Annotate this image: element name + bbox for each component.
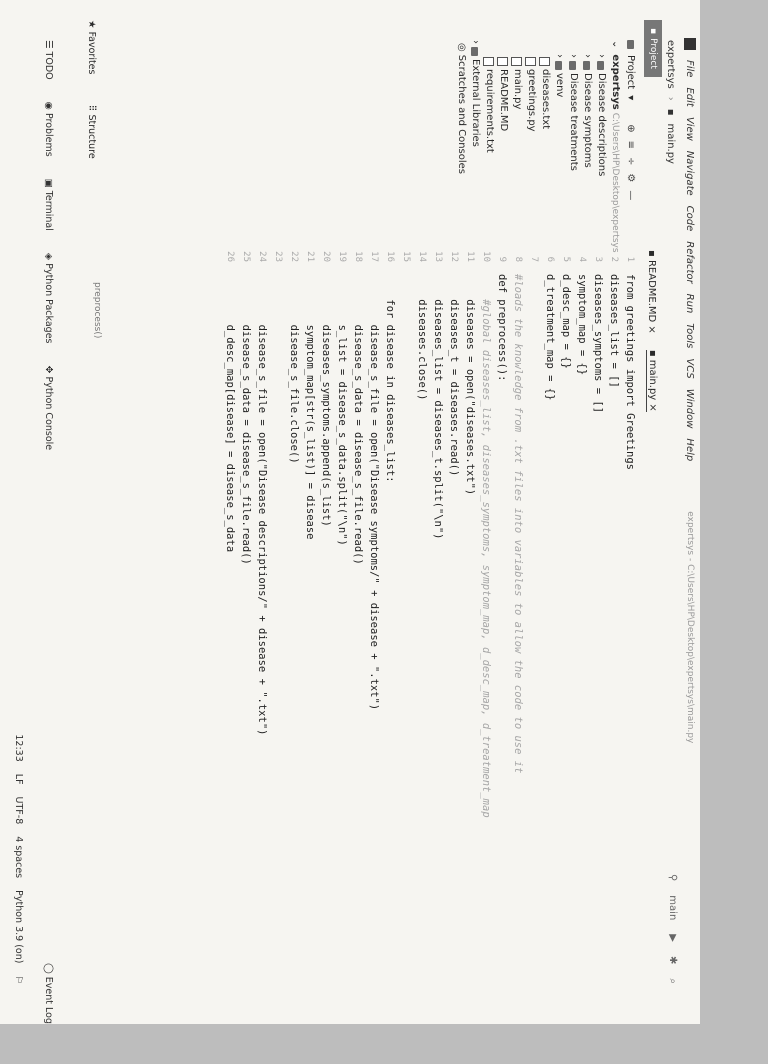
tree-item[interactable] [482, 40, 496, 240]
locate-icon[interactable]: ⊕ [625, 124, 637, 133]
code-line[interactable]: diseases = open("diseases.txt") [464, 274, 476, 496]
code-line[interactable]: disease_s_file = open("Disease descriptions/" + disease + ".txt") [256, 274, 268, 736]
tab-project[interactable] [644, 20, 662, 77]
left-side-tabs [82, 0, 102, 1044]
code-line[interactable]: for disease in diseases_list: [384, 274, 396, 483]
list-icon: ☰ [43, 40, 55, 52]
tree-item-label: Disease symptoms [582, 73, 593, 168]
line-number: 4 [577, 256, 587, 262]
file-icon [498, 57, 509, 66]
tree-root-path: C:\Users\HP\Desktop\expertsys [610, 112, 620, 253]
tree-item-label: Disease treatments [568, 73, 579, 171]
tree-item[interactable] [580, 40, 594, 240]
line-number: 16 [385, 251, 395, 262]
line-number-gutter [222, 240, 638, 262]
tool-window-bar [38, 0, 60, 1064]
file-icon [484, 57, 495, 66]
folder-icon [556, 61, 563, 70]
window-title: expertsys - C:\Users\HP\Desktop\expertsys\main.py [685, 511, 695, 744]
menu-view[interactable]: View [684, 116, 696, 141]
tab-main-py-label: main.py [647, 359, 658, 401]
code-line[interactable]: d_treatment_map = {} [544, 274, 556, 401]
folder-icon [628, 40, 635, 49]
close-icon[interactable]: × [646, 325, 658, 334]
line-number: 21 [305, 251, 315, 262]
code-line[interactable]: #global diseases_list, diseases_symptoms, symptom_map, d_desc_map, d_treatment_map [480, 274, 492, 818]
editor [102, 240, 662, 880]
editor-tabs [642, 240, 662, 880]
menu-file[interactable]: File [684, 60, 696, 78]
tree-item[interactable] [510, 40, 524, 240]
folder-icon: ▪ [648, 28, 658, 35]
tree-item-label: diseases.txt [540, 69, 551, 130]
line-number: 18 [353, 251, 363, 262]
close-icon[interactable]: × [647, 403, 658, 412]
chevron-down-icon: ⌄ [610, 40, 621, 49]
python-icon: ✥ [43, 365, 55, 377]
chevron-down-icon[interactable]: ▾ [625, 95, 637, 101]
line-number: 24 [257, 251, 267, 262]
tool-todo-label: TODO [43, 51, 55, 80]
tree-item-label: requirements.txt [484, 69, 495, 153]
line-number: 1 [625, 256, 635, 262]
star-icon: ★ [86, 20, 98, 29]
tab-readme-label: README.MD [646, 259, 658, 323]
scratch-icon: ◎ [456, 43, 467, 52]
chevron-right-icon: › [568, 54, 579, 58]
chevron-right-icon: › [470, 40, 481, 44]
tab-project-label: Project [648, 38, 658, 69]
package-icon: ◈ [43, 252, 55, 264]
tool-problems[interactable] [44, 102, 55, 157]
breadcrumb-project[interactable]: expertsys [665, 40, 677, 89]
chevron-right-icon: › [596, 54, 607, 58]
run-config-select[interactable]: main [667, 895, 678, 921]
code-line[interactable]: from greetings import Greetings [624, 274, 636, 470]
breadcrumb-file[interactable]: main.py [665, 123, 677, 164]
code-line[interactable] [270, 274, 286, 818]
code-line[interactable]: diseases_list = diseases_t.split("\n") [432, 274, 444, 540]
menu-vcs[interactable]: VCS [684, 358, 696, 379]
code-line[interactable]: diseases_symptoms.append(s_list) [320, 274, 332, 527]
tree-item[interactable] [594, 40, 608, 240]
line-number: 10 [481, 251, 491, 262]
tree-item[interactable] [454, 40, 468, 240]
chevron-right-icon: › [554, 54, 565, 58]
tab-structure-label: Structure [86, 114, 98, 159]
code-line[interactable]: disease_s_data = disease_s_file.read() [352, 274, 364, 565]
line-number: 7 [529, 256, 539, 262]
menu-help[interactable]: Help [684, 438, 696, 462]
folder-icon [598, 61, 605, 70]
menu-refactor[interactable]: Refactor [684, 241, 696, 284]
structure-icon: ⠿ [86, 104, 98, 112]
line-number: 22 [289, 251, 299, 262]
line-number: 5 [561, 256, 571, 262]
tool-terminal[interactable] [44, 179, 55, 231]
project-tools [626, 124, 637, 200]
line-number: 14 [417, 251, 427, 262]
line-number: 11 [465, 251, 475, 262]
line-number: 15 [401, 251, 411, 262]
tool-python-console[interactable] [44, 366, 55, 451]
line-number: 26 [225, 251, 235, 262]
python-interpreter[interactable]: Python 3.9 (on) [13, 890, 25, 964]
code-line[interactable]: diseases.close() [416, 274, 428, 401]
python-file-icon: ▪ [647, 349, 658, 357]
event-log-icon: ◯ [43, 963, 55, 977]
tree-item-label: main.py [512, 69, 523, 110]
file-python-icon: ▪ [665, 108, 677, 116]
code-line[interactable]: diseases_t = diseases.read() [448, 274, 460, 477]
project-panel-header [622, 40, 640, 240]
code-area[interactable] [222, 274, 638, 818]
tree-item-label: Scratches and Consoles [456, 54, 467, 175]
folder-icon [570, 61, 577, 70]
tool-problems-label: Problems [43, 112, 55, 157]
code-line[interactable]: disease_s_file.close() [288, 274, 300, 464]
folder-icon [584, 61, 591, 70]
code-line[interactable]: disease_s_file = open("Disease symptoms/" + disease + ".txt") [368, 274, 380, 711]
tab-favorites[interactable] [87, 20, 98, 74]
code-line[interactable] [398, 274, 414, 818]
lock-icon[interactable]: ⚐ [13, 975, 25, 984]
line-number: 13 [433, 251, 443, 262]
file-icon [512, 57, 523, 66]
code-line[interactable]: disease_s_data = disease_s_file.read() [240, 274, 252, 565]
tool-todo[interactable] [44, 40, 55, 80]
gear-icon[interactable]: ⚙ [625, 173, 637, 183]
tab-structure[interactable] [87, 104, 98, 158]
run-toolbar [667, 874, 678, 984]
menu-window[interactable]: Window [684, 388, 696, 429]
line-number: 2 [609, 256, 619, 262]
menu-navigate[interactable]: Navigate [684, 150, 696, 196]
code-line[interactable]: symptom_map = {} [576, 274, 588, 376]
line-number: 17 [369, 251, 379, 262]
chevron-right-icon: › [665, 96, 677, 101]
tab-favorites-label: Favorites [86, 31, 98, 75]
file-icon [540, 57, 551, 66]
tree-item-label: greetings.py [526, 69, 537, 132]
line-number: 20 [321, 251, 331, 262]
tree-root[interactable] [608, 40, 622, 253]
collapse-icon[interactable]: ≡ [625, 140, 637, 150]
code-line[interactable]: diseases_symptoms = [] [592, 274, 604, 414]
code-line[interactable]: diseases_list = [] [608, 274, 620, 388]
tree-item[interactable] [566, 40, 580, 240]
user-icon[interactable]: ⚲ [667, 873, 678, 882]
terminal-icon: ▣ [43, 178, 55, 191]
code-line[interactable]: d_desc_map = {} [560, 274, 572, 369]
line-number: 9 [497, 256, 507, 262]
tool-terminal-label: Terminal [43, 190, 55, 231]
minimize-icon[interactable]: — [625, 190, 637, 201]
status-right [14, 734, 25, 984]
chevron-right-icon: › [582, 54, 593, 58]
line-separator[interactable]: LF [13, 773, 25, 785]
line-number: 19 [337, 251, 347, 262]
code-line[interactable]: #loads the knowledge from .txt files into variables to allow the code to use it [512, 274, 524, 774]
menu-tools[interactable]: Tools [684, 323, 696, 349]
code-line[interactable]: symptom_map[str(s_list)] = disease [304, 274, 316, 540]
expand-icon[interactable]: ÷ [625, 157, 637, 166]
markdown-file-icon: ▪ [646, 250, 658, 257]
function-breadcrumb[interactable]: preprocess() [92, 282, 102, 339]
line-number: 3 [593, 256, 603, 262]
tree-items [454, 40, 608, 240]
tab-readme[interactable] [647, 250, 658, 334]
code-line[interactable]: s_list = disease_s_data.split("\n") [336, 274, 348, 546]
tool-python-console-label: Python Console [43, 376, 55, 451]
project-view-select[interactable]: Project [625, 55, 637, 90]
event-log-label: Event Log [43, 976, 55, 1024]
tree-item[interactable] [538, 40, 552, 240]
app-logo-icon [684, 38, 696, 50]
file-encoding[interactable]: UTF-8 [13, 796, 25, 825]
tool-python-packages[interactable] [44, 253, 55, 344]
tree-root-label: expertsys [610, 54, 621, 110]
caret-position[interactable]: 12:33 [13, 734, 25, 762]
status-bar [8, 0, 30, 1024]
line-number: 25 [241, 251, 251, 262]
debug-icon[interactable]: ✱ [667, 956, 678, 965]
code-line[interactable]: d_desc_map[disease] = disease_s_data [224, 274, 236, 553]
menu-bar [680, 0, 700, 1062]
tree-item[interactable] [496, 40, 510, 240]
menu-run[interactable]: Run [684, 293, 696, 314]
file-icon [526, 57, 537, 66]
tree-item[interactable] [552, 40, 566, 240]
navigation-bar [662, 0, 680, 1064]
line-number: 12 [449, 251, 459, 262]
code-line[interactable] [526, 274, 542, 818]
line-number: 6 [545, 256, 555, 262]
tree-item[interactable] [468, 40, 482, 240]
folder-icon [472, 47, 479, 56]
indent-setting[interactable]: 4 spaces [13, 836, 25, 879]
menu-edit[interactable]: Edit [684, 87, 696, 107]
tree-item-label: Disease descriptions [596, 73, 607, 177]
search-icon[interactable]: ⌕ [667, 978, 678, 984]
tool-python-packages-label: Python Packages [43, 263, 55, 344]
tree-item-label: venv [554, 73, 565, 98]
tab-main-py[interactable] [646, 350, 658, 412]
tree-item[interactable] [524, 40, 538, 240]
event-log[interactable] [44, 963, 55, 1024]
menu-code[interactable]: Code [684, 205, 696, 232]
tree-item-label: README.MD [498, 69, 509, 132]
tree-item-label: External Libraries [470, 59, 481, 147]
run-icon[interactable]: ▶ [667, 934, 678, 942]
warning-icon: ◉ [43, 101, 55, 113]
line-number: 23 [273, 251, 283, 262]
code-line[interactable]: def preprocess(): [496, 274, 508, 382]
project-panel [80, 40, 640, 253]
line-number: 8 [513, 256, 523, 262]
